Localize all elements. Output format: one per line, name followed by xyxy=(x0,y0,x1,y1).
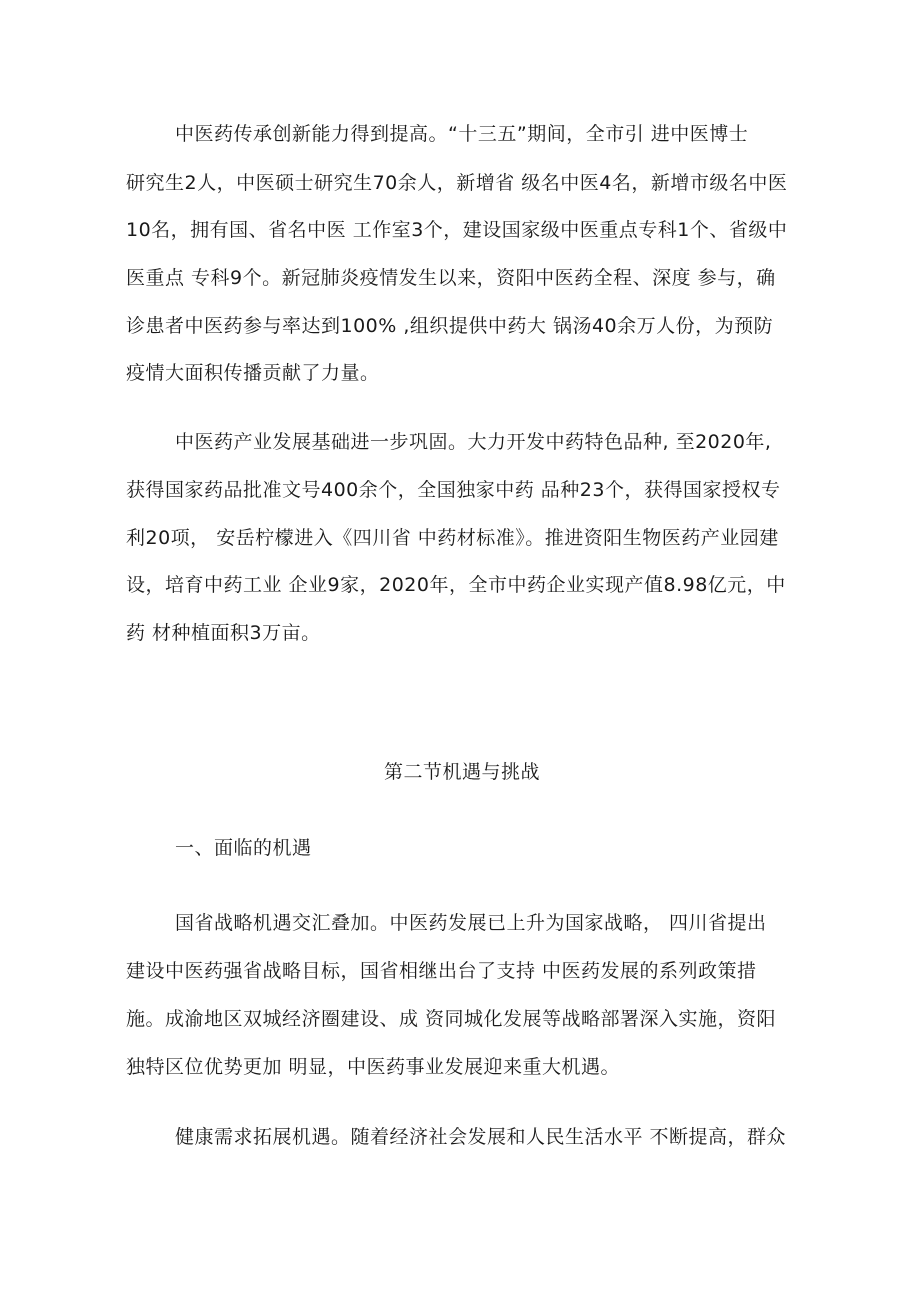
paragraph-2-line-4: 设，培育中药工业 企业9家，2020年，全市中药企业实现产值8.98亿元，中 xyxy=(126,574,786,596)
paragraph-1-line-2: 研究生2人，中医硕士研究生70余人，新增省 级名中医4名，新增市级名中医 xyxy=(126,172,788,194)
paragraph-3-line-3: 施。成渝地区双城经济圈建设、成 资同城化发展等战略部署深入实施，资阳 xyxy=(126,1008,777,1030)
paragraph-2-line-1: 中医药产业发展基础进一步巩固。大力开发中药特色品种, 至2020年, xyxy=(175,431,772,453)
paragraph-3-line-4: 独特区位优势更加 明显，中医药事业发展迎来重大机遇。 xyxy=(126,1056,621,1078)
paragraph-1-line-4: 医重点 专科9个。新冠肺炎疫情发生以来，资阳中医药全程、深度 参与，确 xyxy=(126,267,776,289)
paragraph-1-line-1: 中医药传承创新能力得到提高。“十三五”期间，全市引 进中医博士 xyxy=(175,123,749,145)
paragraph-2-line-3: 利20项， 安岳柠檬进入《四川省 中药材标准》。推进资阳生物医药产业园建 xyxy=(126,527,779,549)
paragraph-3-line-2: 建设中医药强省战略目标，国省相继出台了支持 中医药发展的系列政策措 xyxy=(126,960,757,982)
paragraph-1-line-6: 疫情大面积传播贡献了力量。 xyxy=(126,362,380,384)
paragraph-3-line-1: 国省战略机遇交汇叠加。中医药发展已上升为国家战略， 四川省提出 xyxy=(175,912,767,934)
paragraph-1-line-3: 10名，拥有国、省名中医 工作室3个，建设国家级中医重点专科1个、省级中 xyxy=(126,219,788,241)
subsection-title: 一、面临的机遇 xyxy=(175,837,312,859)
section-title: 第二节机遇与挑战 xyxy=(384,761,541,783)
paragraph-1-line-5: 诊患者中医药参与率达到100% ,组织提供中药大 锅汤40余万人份，为预防 xyxy=(126,315,774,337)
paragraph-2-line-2: 获得国家药品批准文号400余个，全国独家中药 品种23个，获得国家授权专 xyxy=(126,479,781,501)
paragraph-2-line-5: 药 材种植面积3万亩。 xyxy=(126,622,321,644)
paragraph-4-line-1: 健康需求拓展机遇。随着经济社会发展和人民生活水平 不断提高，群众 xyxy=(175,1126,787,1148)
